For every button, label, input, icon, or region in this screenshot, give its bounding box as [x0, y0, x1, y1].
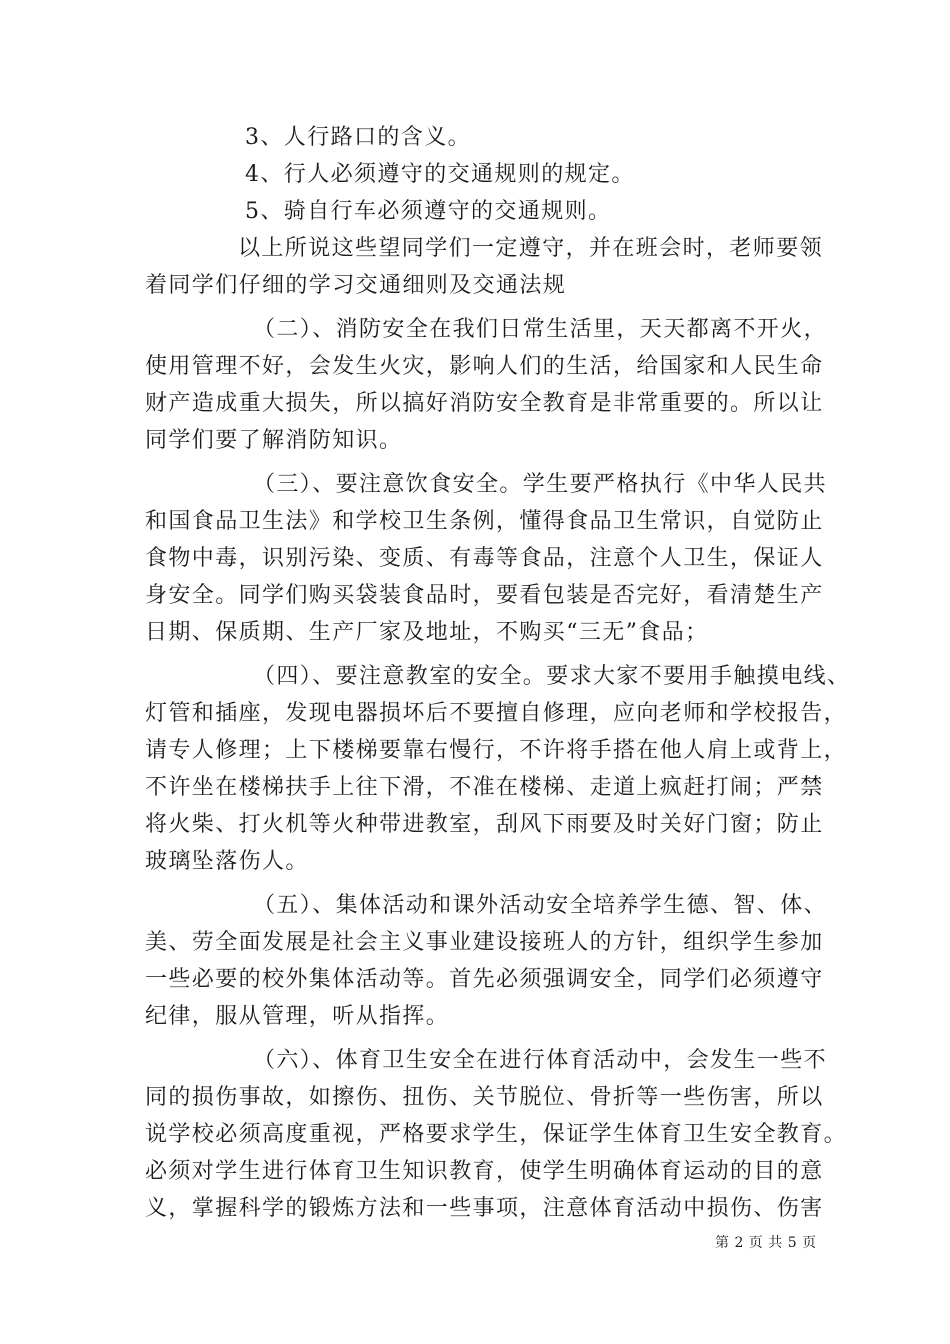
section-food-safety-line: 身安全。同学们购买袋装食品时，要看包装是否完好，看清楚生产	[145, 583, 824, 608]
section-fire-safety-line: 同学们要了解消防知识。	[145, 428, 403, 453]
section-group-activity-line: 美、劳全面发展是社会主义事业建设接班人的方针，组织学生参加	[145, 930, 824, 955]
section-food-safety-line: 日期、保质期、生产厂家及地址，不购买“三无”食品；	[145, 620, 709, 645]
section-classroom-safety-line: （四）、要注意教室的安全。要求大家不要用手触摸电线、	[253, 664, 851, 689]
page-number: 第 2 页 共 5 页	[715, 1235, 817, 1251]
section-group-activity-line: （五）、集体活动和课外活动安全培养学生德、智、体、	[253, 893, 828, 918]
section-group-activity-line: 纪律，服从管理，听从指挥。	[145, 1004, 450, 1029]
list-item-3: 3、人行路口的含义。	[245, 125, 471, 150]
section-sports-safety-line: （六）、体育卫生安全在进行体育活动中，会发生一些不	[253, 1048, 828, 1073]
section-classroom-safety-line: 玻璃坠落伤人。	[145, 849, 309, 874]
section-classroom-safety-line: 不许坐在楼梯扶手上往下滑，不准在楼梯、走道上疯赶打闹；严禁	[145, 775, 824, 800]
section-food-safety-line: 和国食品卫生法》和学校卫生条例，懂得食品卫生常识，自觉防止	[145, 509, 824, 534]
section-food-safety-line: （三）、要注意饮食安全。学生要严格执行《中华人民共	[253, 472, 828, 497]
section-sports-safety-line: 同的损伤事故，如擦伤、扭伤、关节脱位、骨折等一些伤害，所以	[145, 1085, 824, 1110]
section-sports-safety-line: 必须对学生进行体育卫生知识教育，使学生明确体育运动的目的意	[145, 1159, 824, 1184]
section-classroom-safety-line: 灯管和插座，发现电器损坏后不要擅自修理，应向老师和学校报告，	[145, 701, 848, 726]
section-classroom-safety-line: 请专人修理；上下楼梯要靠右慢行，不许将手搭在他人肩上或背上，	[145, 738, 848, 763]
section-sports-safety-line: 义，掌握科学的锻炼方法和一些事项，注意体育活动中损伤、伤害	[145, 1196, 824, 1221]
section-group-activity-line: 一些必要的校外集体活动等。首先必须强调安全，同学们必须遵守	[145, 967, 824, 992]
list-item-5: 5、骑自行车必须遵守的交通规则。	[245, 199, 612, 224]
paragraph-summary-line: 着同学们仔细的学习交通细则及交通法规	[145, 273, 567, 298]
section-sports-safety-line: 说学校必须高度重视，严格要求学生，保证学生体育卫生安全教育。	[145, 1122, 848, 1147]
document-body	[145, 119, 851, 1227]
section-fire-safety-line: 使用管理不好，会发生火灾，影响人们的生活，给国家和人民生命	[145, 354, 824, 379]
section-food-safety-line: 食物中毒，识别污染、变质、有毒等食品，注意个人卫生，保证人	[145, 546, 824, 571]
section-fire-safety-line: （二）、消防安全在我们日常生活里，天天都离不开火，	[253, 317, 828, 342]
section-classroom-safety-line: 将火柴、打火机等火种带进教室，刮风下雨要及时关好门窗；防止	[145, 812, 824, 837]
paragraph-summary-line: 以上所说这些望同学们一定遵守，并在班会时，老师要领	[238, 236, 824, 261]
section-fire-safety-line: 财产造成重大损失，所以搞好消防安全教育是非常重要的。所以让	[145, 391, 824, 416]
list-item-4: 4、行人必须遵守的交通规则的规定。	[245, 162, 635, 187]
